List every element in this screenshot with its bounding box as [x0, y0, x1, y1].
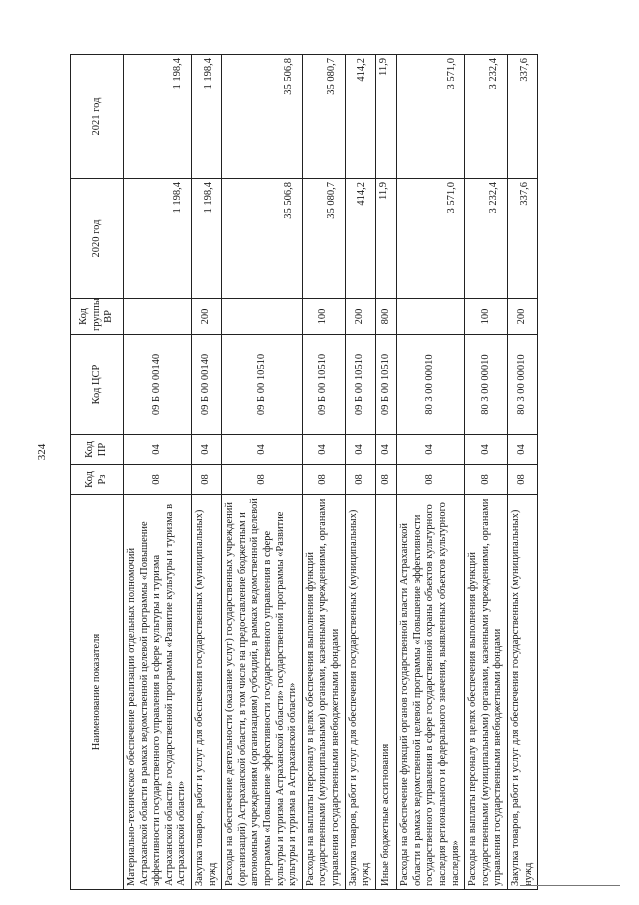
table-row: [508, 55, 538, 890]
table-row: [191, 55, 221, 890]
row-vr: 100: [302, 299, 345, 335]
row-rz: 08: [191, 465, 221, 495]
row-2020: 337,6: [508, 179, 538, 299]
row-pr: 04: [302, 435, 345, 465]
row-rz: 08: [397, 465, 465, 495]
row-name: Закупка товаров, работ и услуг для обеспечения государственных (муниципальных) нужд: [191, 495, 221, 890]
header-row: [71, 55, 124, 890]
row-rz: 08: [345, 465, 375, 495]
header-pr: Код ПР: [71, 435, 124, 465]
table-row: [222, 55, 303, 890]
header-name: Наименование показателя: [71, 495, 124, 890]
row-vr: 200: [191, 299, 221, 335]
row-name: Расходы на обеспечение деятельности (оказание услуг) государственных учреждений (организаций) Астраханской области, в том числе на предоставление бюджетным и автономным учреждениям (организациям) субсидий, в рамках ведомственной целевой программы «Повышение эффективности государственного управления в сфере культуры и туризма Астраханской области» государственной программы «Развитие культуры и туризма в Астраханской области»: [222, 495, 303, 890]
row-2021: 3 232,4: [465, 55, 508, 179]
table-row: [465, 55, 508, 890]
row-pr: 04: [465, 435, 508, 465]
row-2021: 1 198,4: [191, 55, 221, 179]
row-csr: 09 Б 00 10510: [375, 335, 397, 435]
table-row: [345, 55, 375, 890]
row-pr: 04: [508, 435, 538, 465]
row-2021: 11,9: [375, 55, 397, 179]
row-pr: 04: [375, 435, 397, 465]
row-name: Материально-техническое обеспечение реализации отдельных полномочий Астраханской области в рамках ведомственной целевой программы «Повышение эффективности государственного управления в сфере культуры и туризма Астраханской области» государственной программы «Развитие культуры и туризма в Астраханской области»: [124, 495, 192, 890]
row-vr: 100: [465, 299, 508, 335]
header-vr: Код группы ВР: [71, 299, 124, 335]
row-vr: 800: [375, 299, 397, 335]
header-2020: 2020 год: [71, 179, 124, 299]
row-2020: 414,2: [345, 179, 375, 299]
row-rz: 08: [222, 465, 303, 495]
row-csr: 09 Б 00 10510: [302, 335, 345, 435]
row-pr: 04: [397, 435, 465, 465]
row-vr: [222, 299, 303, 335]
header-csr: Код ЦСР: [71, 335, 124, 435]
row-2021: 414,2: [345, 55, 375, 179]
row-name: Расходы на обеспечение функций органов государственной власти Астраханской области в рамках ведомственной целевой программы «Повышение эффективности государственного управления в сфере государственной охраны объектов культурного наследия регионального и федерального значения, выявленных объектов культурного наследия»: [397, 495, 465, 890]
row-vr: 200: [345, 299, 375, 335]
row-name: Закупка товаров, работ и услуг для обеспечения государственных (муниципальных) нужд: [508, 495, 538, 890]
row-pr: 04: [124, 435, 192, 465]
row-csr: 09 Б 00 00140: [124, 335, 192, 435]
row-name: Расходы на выплаты персоналу в целях обеспечения выполнения функций государственными (муниципальными) органами, казенными учреждениями, органами управления государственными внебюджетными фондами: [302, 495, 345, 890]
row-csr: 80 3 00 00010: [397, 335, 465, 435]
table-row: [302, 55, 345, 890]
page-number: 324: [36, 443, 48, 461]
footer-line: [520, 885, 620, 886]
row-rz: 08: [375, 465, 397, 495]
row-name: Иные бюджетные ассигнования: [375, 495, 397, 890]
row-2020: 35 506,8: [222, 179, 303, 299]
row-name: Закупка товаров, работ и услуг для обеспечения государственных (муниципальных) нужд: [345, 495, 375, 890]
row-vr: [397, 299, 465, 335]
table-row: [397, 55, 465, 890]
row-2021: 35 506,8: [222, 55, 303, 179]
row-2021: 35 080,7: [302, 55, 345, 179]
row-rz: 08: [465, 465, 508, 495]
row-vr: 200: [508, 299, 538, 335]
row-2020: 11,9: [375, 179, 397, 299]
rotated-table-container: [70, 55, 590, 890]
row-2020: 1 198,4: [191, 179, 221, 299]
row-2020: 35 080,7: [302, 179, 345, 299]
row-rz: 08: [124, 465, 192, 495]
row-2020: 1 198,4: [124, 179, 192, 299]
row-2020: 3 232,4: [465, 179, 508, 299]
row-2021: 337,6: [508, 55, 538, 179]
header-rz: Код Рз: [71, 465, 124, 495]
row-csr: 09 Б 00 00140: [191, 335, 221, 435]
row-2021: 3 571,0: [397, 55, 465, 179]
row-rz: 08: [302, 465, 345, 495]
row-csr: 09 Б 00 10510: [222, 335, 303, 435]
row-2021: 1 198,4: [124, 55, 192, 179]
row-pr: 04: [345, 435, 375, 465]
row-rz: 08: [508, 465, 538, 495]
budget-table: [70, 54, 538, 890]
row-csr: 80 3 00 00010: [508, 335, 538, 435]
row-csr: 80 3 00 00010: [465, 335, 508, 435]
row-pr: 04: [222, 435, 303, 465]
table-row: [375, 55, 397, 890]
row-name: Расходы на выплаты персоналу в целях обеспечения выполнения функций государственными (муниципальными) органами, казенными учреждениями, органами управления государственными внебюджетными фондами: [465, 495, 508, 890]
header-2021: 2021 год: [71, 55, 124, 179]
table-row: [124, 55, 192, 890]
row-vr: [124, 299, 192, 335]
row-pr: 04: [191, 435, 221, 465]
row-2020: 3 571,0: [397, 179, 465, 299]
row-csr: 09 Б 00 10510: [345, 335, 375, 435]
